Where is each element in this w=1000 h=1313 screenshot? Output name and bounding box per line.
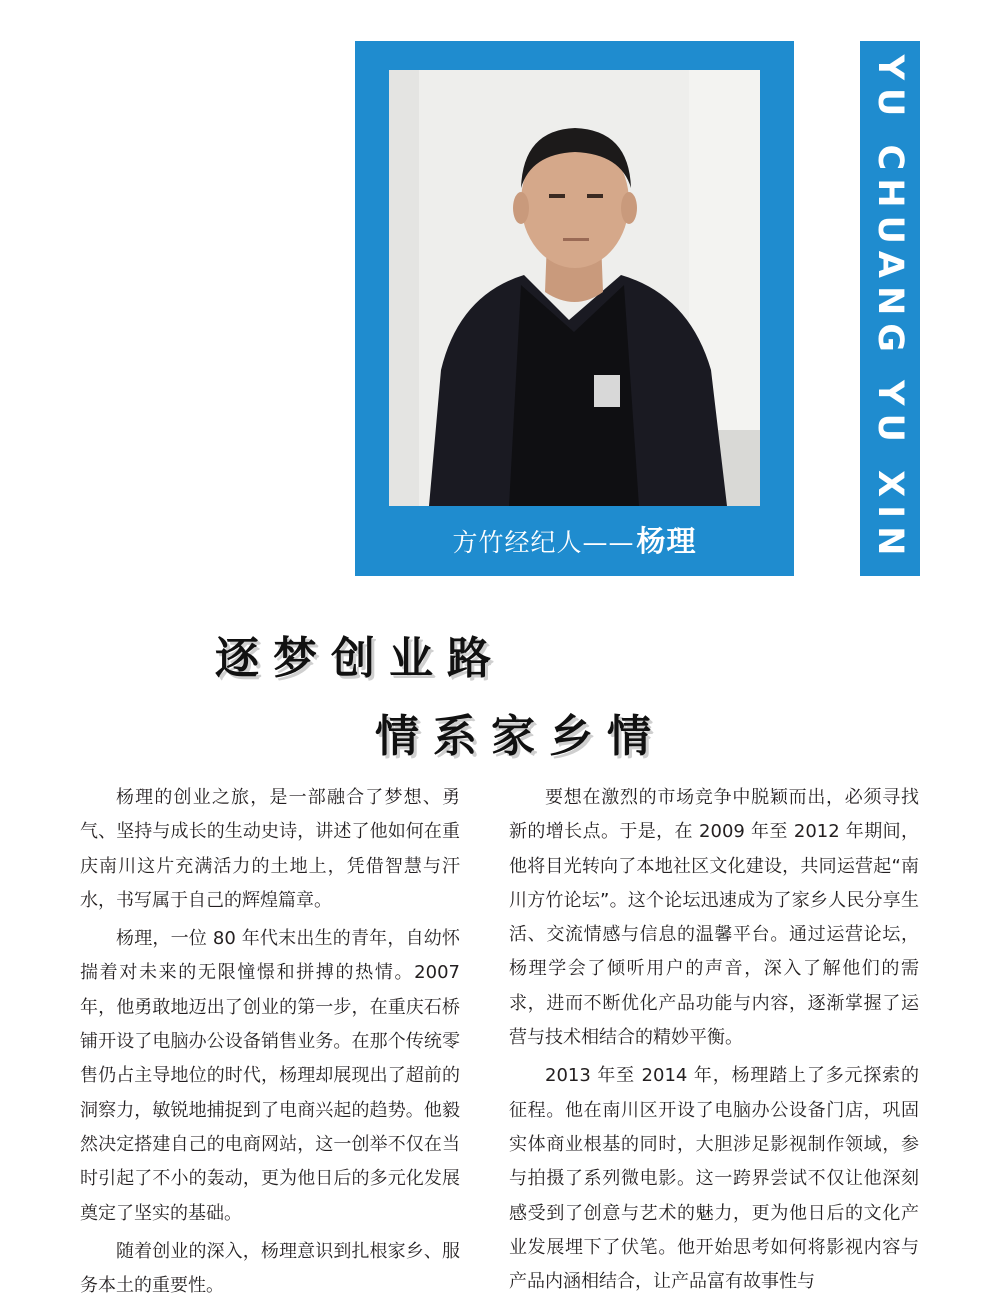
portrait-frame: [355, 41, 794, 576]
paragraph: 随着创业的深入，杨理意识到扎根家乡、服务本土的重要性。: [80, 1240, 460, 1297]
caption-title: 方竹经纪人——: [452, 528, 635, 557]
side-banner-label: YU CHUANG YU XIN: [870, 54, 910, 564]
body-column-right: [509, 781, 919, 1303]
headline-line-1: 逐梦创业路: [215, 633, 505, 684]
body-column-left: [80, 781, 460, 1307]
headline-line-2: 情系家乡情: [375, 711, 665, 762]
paragraph: 要想在激烈的市场竞争中脱颖而出，必须寻找新的增长点。于是，在 2009 年至 2012 年期间，他将目光转向了本地社区文化建设，共同运营起“南川方竹论坛”。这个论坛迅速成为了家乡人民分享生活、交流情感与信息的温馨平台。通过运营论坛，杨理学会了倾听用户的声音，深入了解他们的需求，进而不断优化产品功能与内容，逐渐掌握了运营与技术相结合的精妙平衡。: [509, 787, 919, 1049]
caption-name: 杨理: [636, 524, 697, 558]
portrait-photo: [389, 70, 760, 506]
paragraph: 2013 年至 2014 年，杨理踏上了多元探索的征程。他在南川区开设了电脑办公设备门店，巩固实体商业根基的同时，大胆涉足影视制作领域，参与拍摄了系列微电影。这一跨界尝试不仅让他深刻感受到了创意与艺术的魅力，更为他日后的文化产业发展埋下了伏笔。他开始思考如何将影视内容与产品内涵相结合，让产品富有故事性与: [509, 1065, 919, 1293]
side-banner: [860, 41, 920, 576]
paragraph: 杨理的创业之旅，是一部融合了梦想、勇气、坚持与成长的生动史诗，讲述了他如何在重庆南川这片充满活力的土地上，凭借智慧与汗水，书写属于自己的辉煌篇章。: [80, 787, 460, 911]
portrait-illustration: [389, 70, 760, 506]
paragraph: 杨理，一位 80 年代末出生的青年，自幼怀揣着对未来的无限憧憬和拼搏的热情。2007 年，他勇敢地迈出了创业的第一步，在重庆石桥铺开设了电脑办公设备销售业务。在那个传统零售仍占主导地位的时代，杨理却展现出了超前的洞察力，敏锐地捕捉到了电商兴起的趋势。他毅然决定搭建自己的电商网站，这一创举不仅在当时引起了不小的轰动，更为他日后的多元化发展奠定了坚实的基础。: [80, 928, 460, 1224]
portrait-caption: [355, 519, 794, 560]
